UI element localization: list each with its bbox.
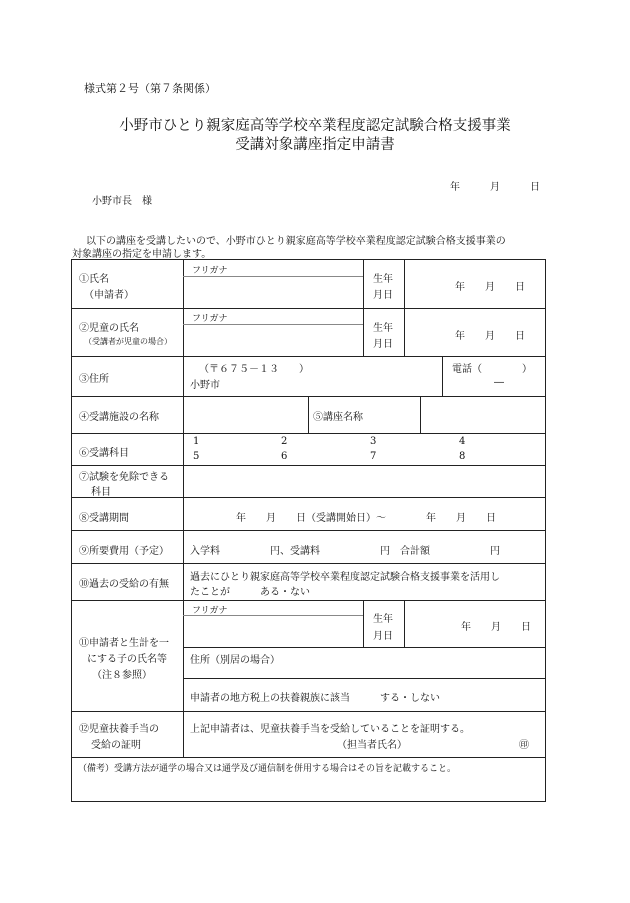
row11-note: （注８参照）: [92, 670, 152, 681]
form-number: 様式第２号（第７条関係）: [84, 82, 216, 95]
costs-field[interactable]: 入学料 円、受講料 円 合計額 円: [190, 546, 500, 557]
intro-text-line1: 以下の講座を受講したいので、小野市ひとり親家庭高等学校卒業程度認定試験合格支援事業の: [86, 236, 506, 247]
row11-birth-label-2: 月日: [373, 631, 393, 642]
subject-3[interactable]: 3: [370, 436, 377, 447]
row11-furigana-label: フリガナ: [192, 606, 228, 616]
subject-2[interactable]: 2: [281, 436, 288, 447]
child-name-field[interactable]: [186, 326, 360, 354]
past-benefit-text: 過去にひとり親家庭高等学校卒業程度認定試験合格支援事業を活用し: [190, 572, 500, 583]
row10-label: ⑩過去の受給の有無: [79, 579, 169, 590]
page-title: 小野市ひとり親家庭高等学校卒業程度認定試験合格支援事業: [119, 118, 511, 134]
row1-birth-label-2: 月日: [373, 290, 393, 301]
phone-label: 電話（ ）: [452, 364, 532, 375]
postal-code-field[interactable]: （〒６７５－１３ ）: [199, 364, 309, 375]
row7-sublabel: 科目: [91, 487, 111, 498]
row4-label: ④受講施設の名称: [79, 412, 159, 423]
row3-label: ③住所: [79, 374, 109, 385]
row11-birth-label: 生年: [373, 614, 393, 625]
staff-name-field[interactable]: （担当者氏名）: [337, 740, 407, 751]
applicant-birthdate-field[interactable]: 年 月 日: [455, 282, 525, 293]
row12-sublabel: 受給の証明: [91, 740, 141, 751]
row2-label: ②児童の氏名: [79, 323, 139, 334]
exempt-subjects-field[interactable]: [186, 468, 543, 495]
row5-label: ⑤講座名称: [313, 412, 363, 423]
row6-label: ⑥受講科目: [79, 448, 129, 459]
row11-label-2: にする子の氏名等: [87, 654, 167, 665]
seal-icon: ㊞: [519, 740, 529, 751]
intro-text-line2: 対象講座の指定を申請します。: [72, 249, 212, 260]
row11-label: ⑪申請者と生計を一: [79, 638, 169, 649]
subject-7[interactable]: 7: [370, 451, 377, 462]
dependent-child-birthdate-field[interactable]: 年 月 日: [461, 622, 531, 633]
facility-name-field[interactable]: [186, 399, 306, 431]
period-field[interactable]: 年 月 日（受講開始日）～ 年 月 日: [236, 513, 496, 524]
row9-label: ⑨所要費用（予定）: [79, 546, 169, 557]
dependent-child-name-field[interactable]: [186, 617, 360, 645]
page-subtitle: 受講対象講座指定申請書: [235, 137, 395, 153]
addressee: 小野市長 様: [92, 196, 152, 207]
child-birthdate-field[interactable]: 年 月 日: [455, 331, 525, 342]
address-field[interactable]: 小野市: [190, 380, 220, 391]
subject-5[interactable]: 5: [193, 451, 200, 462]
subject-8[interactable]: 8: [459, 451, 466, 462]
remarks-note: （備考）受講方法が通学の場合又は通学及び通信制を併用する場合はその旨を記載すること。: [78, 764, 457, 774]
row2-sublabel: （受講者が児童の場合）: [84, 337, 172, 346]
row1-furigana-label: フリガナ: [192, 266, 228, 276]
row2-birth-label: 生年: [373, 323, 393, 334]
subject-1[interactable]: 1: [193, 436, 200, 447]
row8-label: ⑧受講期間: [79, 513, 129, 524]
row1-sublabel: （申請者）: [84, 290, 134, 301]
certification-text: 上記申請者は、児童扶養手当を受給していることを証明する。: [190, 724, 470, 735]
applicant-name-field[interactable]: [186, 278, 360, 306]
row12-label: ⑫児童扶養手当の: [79, 724, 159, 735]
separate-address-field[interactable]: 住所（別居の場合）: [190, 655, 280, 666]
dependent-tax-choice[interactable]: 申請者の地方税上の扶養親族に該当 する・しない: [190, 693, 440, 704]
application-date[interactable]: 年 月 日: [450, 182, 540, 193]
past-benefit-choice[interactable]: たことが ある・ない: [190, 587, 310, 598]
subject-6[interactable]: 6: [281, 451, 288, 462]
row1-label: ①氏名: [79, 274, 109, 285]
phone-field[interactable]: ―: [494, 377, 504, 388]
row2-birth-label-2: 月日: [373, 339, 393, 350]
row1-birth-label: 生年: [373, 274, 393, 285]
row2-furigana-label: フリガナ: [192, 314, 228, 324]
subject-4[interactable]: 4: [459, 436, 466, 447]
row7-label: ⑦試験を免除できる: [79, 472, 169, 483]
course-name-field[interactable]: [423, 399, 543, 431]
